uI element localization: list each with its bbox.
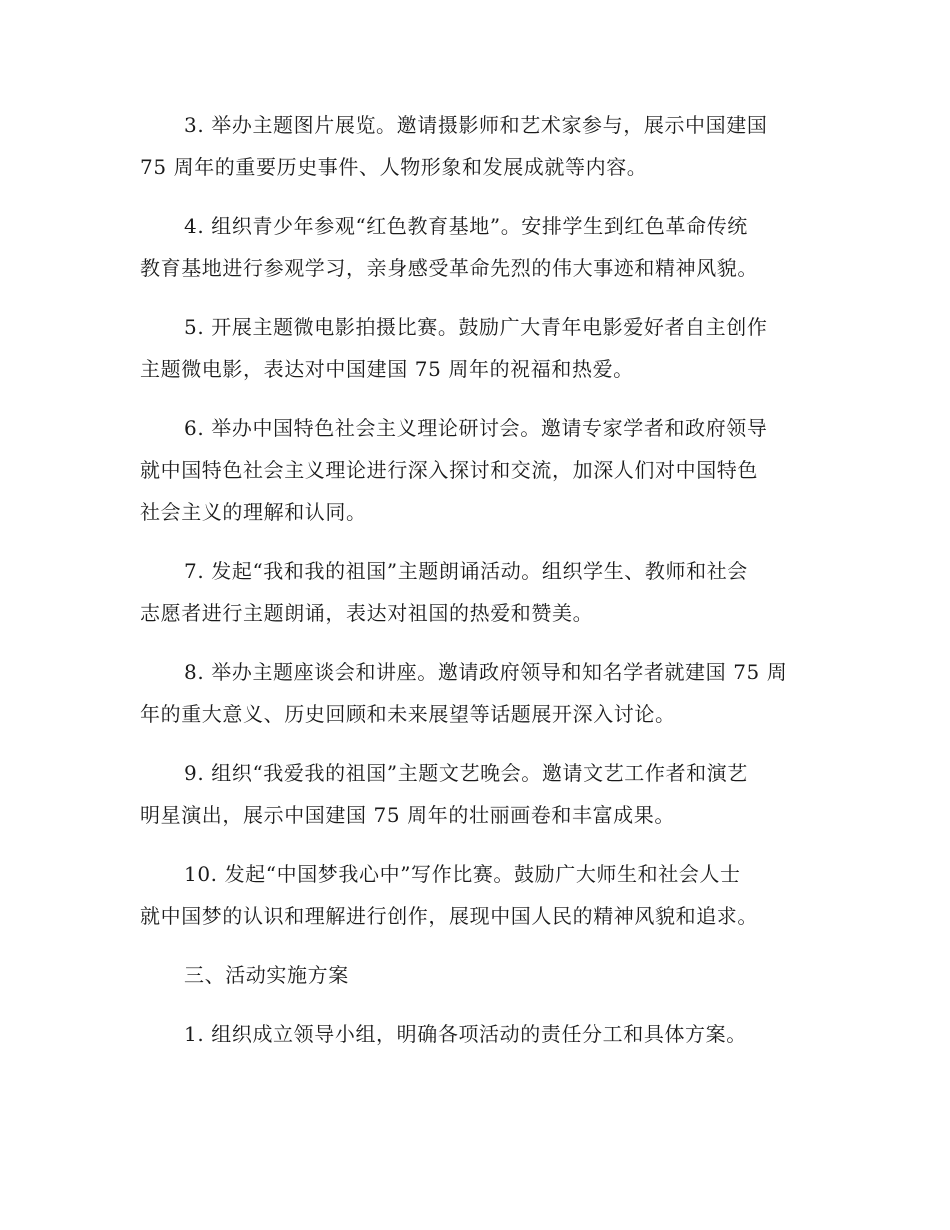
paragraph-item-10	[140, 853, 820, 937]
paragraph-line: 1. 组织成立领导小组，明确各项活动的责任分工和具体方案。	[184, 1022, 747, 1046]
paragraph-line: 3. 举办主题图片展览。邀请摄影师和艺术家参与，展示中国建国	[184, 113, 768, 137]
paragraph-line: 6. 举办中国特色社会主义理论研讨会。邀请专家学者和政府领导	[184, 416, 768, 440]
paragraph-line: 8. 举办主题座谈会和讲座。邀请政府领导和知名学者就建国 75 周	[184, 660, 788, 684]
paragraph-line: 7. 发起“我和我的祖国”主题朗诵活动。组织学生、教师和社会	[184, 559, 748, 583]
paragraph-line: 教育基地进行参观学习，亲身感受革命先烈的伟大事迹和精神风貌。	[140, 256, 758, 280]
document-body	[140, 104, 820, 1055]
paragraph-item-8	[140, 651, 820, 735]
paragraph-line: 4. 组织青少年参观“红色教育基地”。安排学生到红色革命传统	[184, 214, 748, 238]
paragraph-line: 年的重大意义、历史回顾和未来展望等话题展开深入讨论。	[140, 702, 676, 726]
paragraph-line: 10. 发起“中国梦我心中”写作比赛。鼓励广大师生和社会人士	[184, 862, 741, 886]
section-heading	[140, 954, 820, 996]
paragraph-item-4	[140, 205, 820, 289]
paragraph-line: 5. 开展主题微电影拍摄比赛。鼓励广大青年电影爱好者自主创作	[184, 315, 768, 339]
paragraph-plan-1	[140, 1013, 820, 1055]
section-heading-text: 三、活动实施方案	[184, 963, 349, 987]
paragraph-item-3	[140, 104, 820, 188]
paragraph-line: 社会主义的理解和认同。	[140, 500, 367, 524]
paragraph-item-5	[140, 306, 820, 390]
paragraph-line: 主题微电影，表达对中国建国 75 周年的祝福和热爱。	[140, 357, 634, 381]
paragraph-line: 就中国梦的认识和理解进行创作，展现中国人民的精神风貌和追求。	[140, 904, 758, 928]
paragraph-line: 75 周年的重要历史事件、人物形象和发展成就等内容。	[140, 155, 648, 179]
paragraph-item-7	[140, 550, 820, 634]
paragraph-line: 明星演出，展示中国建国 75 周年的壮丽画卷和丰富成果。	[140, 803, 675, 827]
paragraph-item-9	[140, 752, 820, 836]
paragraph-line: 就中国特色社会主义理论进行深入探讨和交流，加深人们对中国特色	[140, 458, 758, 482]
paragraph-line: 志愿者进行主题朗诵，表达对祖国的热爱和赞美。	[140, 601, 594, 625]
paragraph-line: 9. 组织“我爱我的祖国”主题文艺晚会。邀请文艺工作者和演艺	[184, 761, 748, 785]
paragraph-item-6	[140, 407, 820, 533]
